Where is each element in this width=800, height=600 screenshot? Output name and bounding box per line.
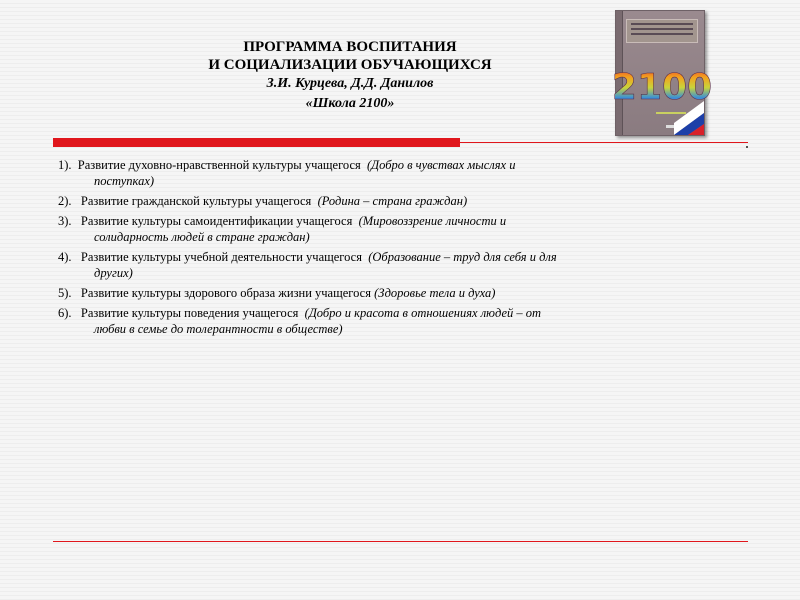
- book-cover-image: [611, 10, 713, 136]
- svg-text:2100: 2100: [611, 67, 713, 108]
- list-item: 2). Развитие гражданской культуры учащегося (Родина – страна граждан): [58, 194, 468, 208]
- item-text: Развитие культуры здорового образа жизни учащегося: [80, 286, 371, 300]
- item-note: (Добро в чувствах мыслях и: [367, 158, 516, 172]
- item-note: (Мировоззрение личности и: [358, 214, 507, 228]
- book-cover-header: [626, 19, 698, 43]
- item-note-cont: других): [94, 266, 133, 280]
- header-divider-line: [460, 142, 748, 143]
- list-item: 3). Развитие культуры самоидентификации учащегося (Мировоззрение личности и солидарность людей в стране граждан): [58, 213, 738, 245]
- item-note-cont: солидарность людей в стране граждан): [94, 230, 310, 244]
- item-text: Развитие культуры самоидентификации учащегося: [80, 214, 353, 228]
- title-authors: З.И. Курцева, Д.Д. Данилов: [266, 76, 434, 91]
- flag-icon: [674, 101, 704, 135]
- list-item: 1). Развитие духовно-нравственной культуры учащегося (Добро в чувствах мыслях и поступках): [58, 157, 738, 189]
- item-note: (Добро и красота в отношениях людей – от: [304, 306, 542, 320]
- item-text: Развитие духовно-нравственной культуры учащегося: [77, 158, 361, 172]
- item-text: Развитие культуры поведения учащегося: [80, 306, 299, 320]
- item-text: Развитие культуры учебной деятельности учащегося: [80, 250, 362, 264]
- title-line-2: И СОЦИАЛИЗАЦИИ ОБУЧАЮЩИХСЯ: [208, 57, 492, 73]
- book-cover-number: [611, 47, 713, 108]
- item-note: (Родина – страна граждан): [317, 194, 468, 208]
- title-school: «Школа 2100»: [305, 96, 395, 111]
- item-note: (Образование – труд для себя и для: [368, 250, 557, 264]
- item-note-cont: поступках): [94, 174, 155, 188]
- divider-end-mark: [746, 146, 748, 148]
- footer-divider-line: [53, 541, 748, 542]
- item-note: (Здоровье тела и духа): [374, 286, 496, 300]
- list-item: 6). Развитие культуры поведения учащегося (Добро и красота в отношениях людей – от любви в семье до толерантности в обществе): [58, 305, 738, 337]
- list-item: 4). Развитие культуры учебной деятельности учащегося (Образование – труд для себя и для других): [58, 249, 738, 281]
- list-item: 5). Развитие культуры здорового образа жизни учащегося (Здоровье тела и духа): [58, 286, 496, 300]
- title-line-1: ПРОГРАММА ВОСПИТАНИЯ: [243, 39, 457, 55]
- slide-title: [150, 38, 550, 114]
- header-red-bar: [53, 138, 460, 147]
- item-note-cont: любви в семье до толерантности в обществе): [94, 322, 343, 336]
- item-text: Развитие гражданской культуры учащегося: [80, 194, 312, 208]
- goals-list: [58, 157, 738, 341]
